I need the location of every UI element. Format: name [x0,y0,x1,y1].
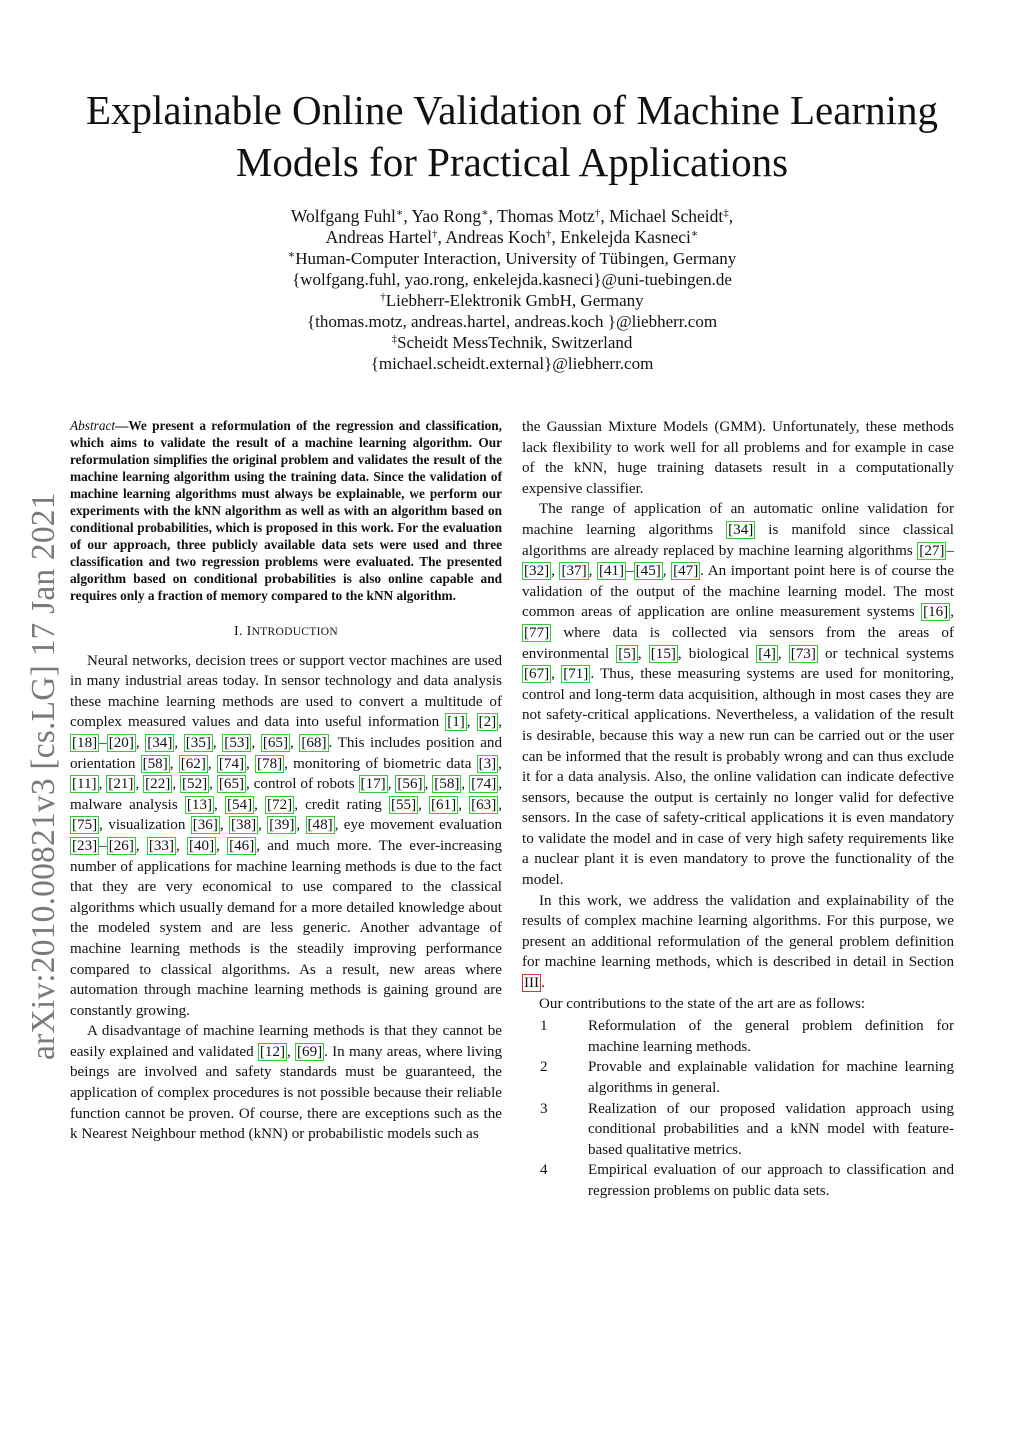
affiliation-2-email: {thomas.motz, andreas.hartel, andreas.koch }@liebherr.com [306,312,718,331]
section-heading-introduction [70,622,502,643]
citation-link[interactable]: [47] [673,563,699,580]
citation-link[interactable]: [61] [431,796,457,813]
affiliation-mark: ∗ [481,207,489,219]
author-line-2: Andreas Hartel†, Andreas Koch†, Enkelejda Kasneci∗ [325,227,699,247]
abstract-label: Abstract [70,418,116,433]
citation-link[interactable]: [54] [226,796,253,813]
citation-link[interactable]: [40] [188,837,215,854]
citation-link[interactable]: [67] [524,666,550,683]
citation-link[interactable]: [35] [185,734,211,751]
affiliation-mark: ‡ [391,333,398,345]
citation-link[interactable]: [38] [231,817,257,834]
citation-link[interactable]: [63] [471,796,497,813]
list-item-number: 2 [540,1059,548,1076]
citation-link[interactable]: [23] [72,837,98,854]
affiliation-3-email: {michael.scheidt.external}@liebherr.com [370,354,654,373]
text: . This includes position and orientation [70,734,502,772]
citation-link[interactable]: [21] [108,776,134,793]
affiliation-2 [160,290,864,311]
citation-link[interactable]: [58] [434,776,460,793]
affiliation-name: Liebherr-Elektronik GmbH, Germany [385,291,644,310]
text: . An important point here is of course the validation of the output of the machine learning model. The most common areas of application are online measurement systems [522,563,955,621]
citation-link[interactable]: [73] [790,645,816,662]
citation-link[interactable]: [62] [180,755,206,772]
affiliation-name: Scheidt MessTechnik, Switzerland [397,333,633,352]
text: . [541,975,545,992]
citation-link[interactable]: [16] [923,604,949,621]
paper-title: Explainable Online Validation of Machine Learning Models for Practical Applications [85,87,938,185]
text: is manifold since classical algorithms are already replaced by machine learning algorithms [522,521,954,559]
citation-link[interactable]: [18] [72,734,98,751]
citation-link[interactable]: [46] [229,837,255,854]
citation-link[interactable]: [72] [267,796,293,813]
citation-link[interactable]: [3] [478,755,497,772]
citation-link[interactable]: [34] [728,521,754,538]
affiliation-3 [160,332,864,353]
author-name: Michael Scheidt [609,206,724,226]
text: , visualization [99,817,191,834]
list-item-text: Reformulation of the general problem definition for machine learning methods. [588,1018,954,1055]
paragraph-intro-2: A disadvantage of machine learning methods is that they cannot be easily explained and validated [12] , [69] . In many areas, where living beings are involved and safety standards must be guaranteed, the application of complex procedures is not possible because their reliable function cannot be proven. Of course, there are exceptions such as the k Nearest Neighbour method (kNN) or probabilistic models such as [70,1023,502,1143]
author-name: Thomas Motz [497,206,595,226]
abstract-text: —We present a reformulation of the regression and classification, which aims to validate the result of a machine learning algorithm. Our reformulation simplifies the original problem and validates the result of the machine learning algorithm using the training data. Since the validation of machine learning algorithms must always be explainable, we perform our experiments with the kNN algorithm as well as with an algorithm based on conditional probabilities, which is proposed in this work. For the evaluation of our approach, three publicly available data sets were used and three classification and two regression problems were evaluated. The presented algorithm based on conditional probabilities is also online capable and requires only a fraction of memory compared to the kNN algorithm. [70,418,502,603]
affiliation-mark: † [432,228,438,240]
abstract [70,417,502,604]
citation-link[interactable]: [52] [182,776,208,793]
citation-link[interactable]: [15] [650,645,676,662]
affiliation-mark: ∗ [287,249,296,261]
citation-link[interactable]: [41] [598,563,625,580]
left-column [70,417,502,1145]
section-initial: I [246,624,252,639]
citation-link[interactable]: [34] [147,734,173,751]
paragraph-intro-4 [522,891,954,994]
author-line-1: Wolfgang Fuhl∗, Yao Rong∗, Thomas Motz†, Michael Scheidt‡, [290,206,734,226]
affiliation-name: Human-Computer Interaction, University of Tübingen, Germany [295,249,737,268]
citation-link[interactable]: [33] [148,837,174,854]
text: . In many areas, where living beings are involved and safety standards must be guaranteed, the application of complex procedures is not possible because their reliable function cannot be proven. Of course, there are exceptions such as the k Nearest Neighbour method (kNN) or probabilistic models such as [70,1043,502,1143]
citation-link[interactable]: [22] [145,776,171,793]
author-name: Wolfgang Fuhl [290,206,396,226]
author-name: Andreas Koch [445,227,546,247]
citation-link[interactable]: [75] [72,817,98,834]
text: , monitoring of biometric data [284,755,477,772]
author-name: Enkelejda Kasneci [560,227,691,247]
contributions-list [522,1016,954,1201]
citation-link[interactable]: [1] [447,714,465,731]
list-item [522,1160,954,1201]
affiliation-mark: † [545,228,552,240]
citation-link[interactable]: [71] [563,666,589,683]
citation-link[interactable]: [4] [758,645,776,662]
citation-link[interactable]: [36] [192,817,218,834]
paragraph-intro-3: The range of application of an automatic online validation for machine learning algorithms [34] is manifold since classical algorithms are already replaced by machine learning algorithms [27] –[32] , [37] , [41] – [45] , [47] . An important point here is of course the validation of the output of the machine learning model. The most common areas of application are online measurement systems [16] , [77] where data is collected via sensors from the areas of environmental [5] , [15] , biological [4] , [73] or technical systems [67] , [71] . Thus, these measuring systems are used for monitoring, control and long-term data acquisition, although in most cases they are not safety-critical applications. Nevertheless, a validation of the result is desirable, because this way a new run can be carried out or the user can be informed that the result is probably wrong and can thus exclude it for a data analysis. Also, the online validation can indicate defective sensors, because the output is certainly no longer valid for defective sensors. In the case of safety-critical applications it is even mandatory to validate the model and in case of very high safety requirements like a nuclear plant it is even mandatory to prove the functionality of the model. [522,501,955,889]
citation-link[interactable]: [48] [307,817,333,834]
citation-link[interactable]: [78] [257,755,283,772]
list-item-text: Provable and explainable validation for machine learning algorithms in general. [588,1059,954,1096]
affiliation-1 [160,248,864,269]
citation-link[interactable]: [55] [390,796,417,813]
text: The range of application of an automatic online validation for machine learning algorithms [522,501,954,538]
list-item [522,1099,954,1161]
text: , biological [677,645,757,662]
affiliation-1-email: {wolfgang.fuhl, yao.rong, enkelejda.kasneci}@uni-tuebingen.de [292,270,732,289]
citation-link[interactable]: [37] [561,563,587,580]
paragraph-intro-1: Neural networks, decision trees or support vector machines are used in many industrial areas today. In sensor technology and data analysis these machine learning methods are used to convert a multitude of complex measured values and data into useful information [1] , [2] , [18] – [20] , [34] , [35] , [53] , [65] , [68] . This includes position and orientation [58] , [62] , [74] , [78] , monitoring of biometric data [3] , [11] , [21] , [22] , [52] , [65] , control of robots [17] , [56] , [58] , [74] , malware analysis [13] , [54] , [72] , credit rating [55] , [61] , [63] , [75] , visualization [36] , [38] , [39] , [48] , eye movement evaluation [23] – [26] , [33] , [40] , [46] , and much more. The ever-increasing number of applications for machine learning methods is due to the fact that they are very economical to use compared to the classical algorithms which usually demand for a more detailed knowledge about the modeled system and are less generic. Another advantage of machine learning methods is the steadily improving performance compared to classical algorithms. As a result, new areas where automation through machine learning methods is gaining ground are constantly growing. [70,652,503,1019]
text: , malware analysis [70,776,503,813]
citation-link[interactable]: [27] [919,542,945,559]
citation-link[interactable]: [39] [269,817,295,834]
citation-link[interactable]: [11] [72,776,97,793]
author-name: Andreas Hartel [325,227,433,247]
list-item [522,1016,954,1057]
text: , control of robots [246,776,359,793]
text: In this work, we address the validation and explainability of the results of complex machine learning algorithms. For this purpose, we present an additional reformulation of the general problem definition for machine learning methods, which is described in detail in Section [522,892,954,971]
arxiv-identifier: arXiv:2010.00821v3 [cs.LG] 17 Jan 2021 [25,492,62,1060]
affiliation-mark: † [594,207,601,219]
section-link[interactable]: III [524,975,540,992]
text: Our contributions to the state of the art are as follows: [539,995,866,1012]
text: where data is collected via sensors from the areas of environmental [522,624,954,662]
right-column [522,417,954,1202]
paragraph-contributions-intro [522,994,954,1015]
citation-link[interactable]: [17] [360,776,386,793]
citation-link[interactable]: [20] [108,734,134,751]
citation-link[interactable]: [32] [524,563,550,580]
paragraph-intro-2-continued [522,417,954,499]
text: the Gaussian Mixture Models (GMM). Unfortunately, these methods lack flexibility to work well for all problems and for example in case of the kNN, huge training datasets result in a computationally expensive classifier. [522,419,954,497]
citation-link[interactable]: [53] [224,734,250,751]
text: A disadvantage of machine learning methods is that they cannot be easily explained and validated [70,1023,502,1060]
citation-link[interactable]: [56] [397,776,423,793]
author-block [160,206,864,374]
list-item-number: 3 [540,1100,548,1117]
list-item-number: 4 [540,1162,548,1179]
text: , credit rating [294,796,389,813]
text: Neural networks, decision trees or support vector machines are used in many industrial areas today. In sensor technology and data analysis these machine learning methods are used to convert a multitude of complex measured values and data into useful information [70,652,502,731]
citation-link[interactable]: [65] [218,776,245,793]
text: or technical systems [817,645,955,662]
text: , and much more. The ever-increasing number of applications for machine learning methods is due to the fact that they are very economical to use compared to the classical algorithms which usually demand for a more detailed knowledge about the modeled system and are less generic. Another advantage of machine learning methods is the steadily improving performance compared to classical algorithms. As a result, new areas where automation through machine learning methods is gaining ground are constantly growing. [70,837,503,1019]
affiliation-mark: ‡ [723,207,729,219]
citation-link[interactable]: [12] [259,1043,286,1060]
section-numeral: I. [234,624,247,639]
list-item-text: Empirical evaluation of our approach to classification and regression problems on public data sets. [588,1162,954,1199]
citation-link[interactable]: [5] [618,645,636,662]
list-item-text: Realization of our proposed validation approach using conditional probabilities and a kNN model with feature-based qualitative metrics. [588,1100,954,1158]
citation-link[interactable]: [68] [301,734,327,751]
affiliation-mark: ∗ [690,228,699,240]
affiliation-mark: ∗ [395,207,404,219]
citation-link[interactable]: [2] [478,714,497,731]
citation-link[interactable]: [26] [108,837,134,854]
list-item [522,1057,954,1098]
citation-link[interactable]: [74] [218,755,245,772]
citation-link[interactable]: [45] [635,563,661,580]
citation-link[interactable]: [69] [297,1043,323,1060]
citation-link[interactable]: [13] [186,796,213,813]
section-title-rest: NTRODUCTION [251,626,338,638]
citation-link[interactable]: [65] [262,734,288,751]
citation-link[interactable]: [74] [471,776,497,793]
affiliation-mark: † [380,291,386,303]
author-name: Yao Rong [411,206,482,226]
list-item-number: 1 [540,1018,548,1035]
citation-link[interactable]: [77] [524,624,550,641]
citation-link[interactable]: [58] [142,755,168,772]
text: , eye movement evaluation [334,817,502,834]
text: . Thus, these measuring systems are used for monitoring, control and long-term data acquisition, although in most cases they are not safety-critical applications. Nevertheless, a validation of the result is desirable, because this way a new run can be carried out or the user can be informed that the result is probably wrong and can thus exclude it for a data analysis. Also, the online validation can indicate defective sensors, because the output is certainly no longer valid for defective sensors. In the case of safety-critical applications it is even mandatory to validate the model and in case of very high safety requirements like a nuclear plant it is even mandatory to prove the functionality of the model. [522,666,955,889]
